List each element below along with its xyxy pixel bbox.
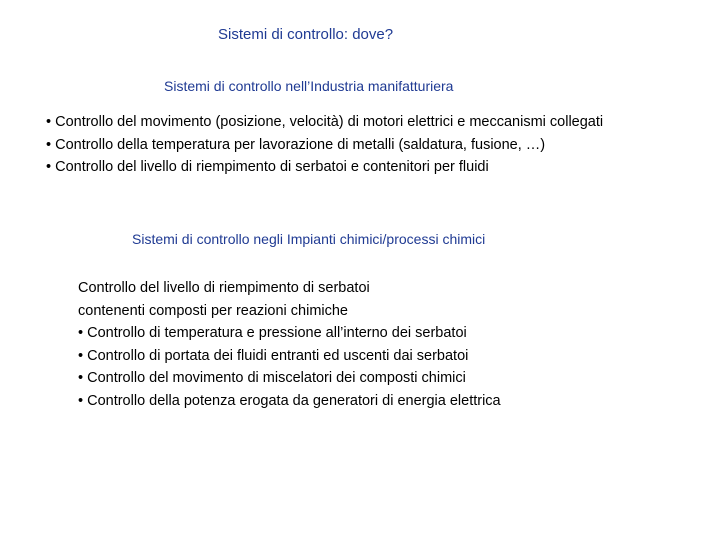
section-body-chemical (78, 277, 678, 412)
bullet-item: • Controllo della potenza erogata da generatori di energia elettrica (78, 392, 501, 409)
section-body-manufacturing (46, 111, 676, 179)
slide-title: Sistemi di controllo: dove? (218, 26, 394, 43)
bullet-item: • Controllo di portata dei fluidi entranti ed uscenti dai serbatoi (78, 347, 469, 364)
bullet-item: • Controllo di temperatura e pressione all’interno dei serbatoi (78, 325, 467, 341)
section-heading-chemical: Sistemi di controllo negli Impianti chimici/processi chimici (132, 231, 486, 247)
bullet-item: • Controllo del movimento di miscelatori dei composti chimici (78, 370, 466, 386)
text-line: Controllo del livello di riempimento di serbatoi (78, 280, 370, 296)
bullet-item: • Controllo del movimento (posizione, velocità) di motori elettrici e meccanismi collegati (46, 114, 604, 130)
text-line: contenenti composti per reazioni chimiche (78, 302, 348, 319)
section-heading-manufacturing: Sistemi di controllo nell’Industria manifatturiera (164, 78, 454, 94)
bullet-item: • Controllo del livello di riempimento di serbatoi e contenitori per fluidi (46, 159, 489, 175)
bullet-item: • Controllo della temperatura per lavorazione di metalli (saldatura, fusione, …) (46, 136, 546, 153)
